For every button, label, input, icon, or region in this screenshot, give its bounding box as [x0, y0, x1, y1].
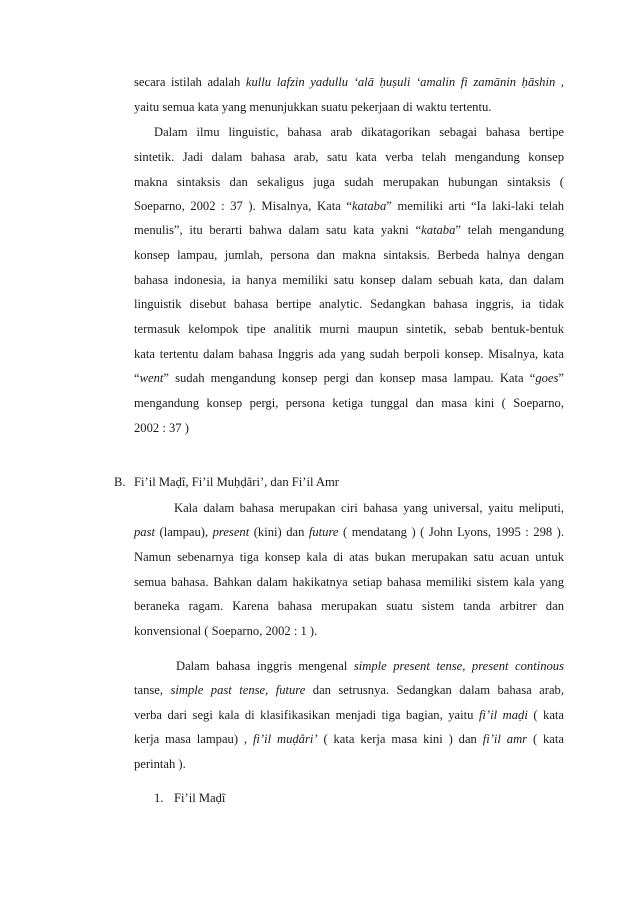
- text-line: Dalam ilmu linguistic, bahasa arab dikatagorikan sebagai bahasa bertipe: [154, 125, 564, 139]
- italic-term: present: [212, 525, 250, 539]
- text-line: tanse, simple past tense, future dan setrusnya. Sedangkan dalam bahasa arab,: [134, 683, 564, 697]
- text-line: kerja masa lampau) , fi’il muḍâri’ ( kata kerja masa kini ) dan fi’il amr ( kata: [134, 732, 564, 746]
- italic-term: goes: [535, 371, 559, 385]
- text-line: makna sintaksis dan sekaligus juga sudah merupakan hubungan sintaksis (: [134, 175, 564, 189]
- subheading-text: Fi’il Maḍî: [174, 791, 226, 805]
- italic-term: future: [308, 525, 339, 539]
- text-line: beraneka ragam. Karena bahasa merupakan suatu sistem tanda arbitrer dan: [134, 599, 564, 613]
- text-line: Kala dalam bahasa merupakan ciri bahasa yang universal, yaitu meliputi,: [174, 501, 564, 515]
- text-line: konsep lampau, jumlah, persona dan makna sintaksis. Berbeda halnya dengan: [134, 248, 564, 262]
- text-line: menulis”, itu berarti bahwa dalam satu kata yakni “kataba” telah mengandung: [134, 223, 564, 237]
- text-line: semua bahasa. Bahkan dalam hakikatnya setiap bahasa memiliki sistem kala yang: [134, 575, 564, 589]
- text-line: verba dari segi kala di klasifikasikan menjadi tiga bagian, yaitu fi’il maḍi ( kata: [134, 708, 565, 722]
- heading-text: Fi’il Maḍî, Fi’il Muḥḍâri’, dan Fi’il Amr: [134, 475, 339, 489]
- heading-label: B.: [114, 475, 126, 489]
- text-line: termasuk kelompok tipe analitik murni maupun sintetik, sebab bentuk-bentuk: [134, 322, 564, 336]
- text-line: bahasa indonesia, ia hanya memiliki satu konsep dalam sebuah kata, dan dalam: [134, 273, 564, 287]
- text-line: Dalam bahasa inggris mengenal simple present tense, present continous: [176, 659, 564, 673]
- italic-term: fi’il maḍi: [478, 708, 528, 722]
- italic-term: past: [134, 525, 155, 539]
- text-line: sintetik. Jadi dalam bahasa arab, satu kata verba telah mengandung konsep: [134, 150, 564, 164]
- text-line: kata tertentu dalam bahasa Inggris ada yang sudah berpoli konsep. Misalnya, kata: [134, 347, 564, 361]
- italic-term: fi’il amr: [482, 732, 528, 746]
- text-line: konvensional ( Soeparno, 2002 : 1 ).: [134, 624, 318, 638]
- italic-term: simple present tense, present continous: [353, 659, 564, 673]
- text-line: 2002 : 37 ): [134, 421, 189, 435]
- italic-term: went: [139, 371, 164, 385]
- text-line: secara istilah adalah kullu lafzin yadullu ‘alā ḥuṣuli ‘amalin fi zamānin ḥāshin ,: [134, 75, 565, 89]
- text-line: mengandung konsep pergi, persona ketiga tunggal dan masa kini ( Soeparno,: [134, 396, 564, 410]
- text-line: “went” sudah mengandung konsep pergi dan konsep masa lampau. Kata “goes”: [134, 371, 564, 385]
- text-line: yaitu semua kata yang menunjukkan suatu pekerjaan di waktu tertentu.: [134, 100, 492, 114]
- text-line: linguistik disebut bahasa bertipe analytic. Sedangkan bahasa inggris, ia tidak: [134, 297, 564, 311]
- subheading-label: 1.: [154, 791, 164, 805]
- italic-term: kataba: [352, 199, 387, 213]
- italic-term: fi’il muḍâri’: [252, 732, 318, 746]
- text-line: Namun sebenarnya tiga konsep kala di atas bukan merupakan satu acuan untuk: [134, 550, 564, 564]
- italic-term: future: [275, 683, 306, 697]
- text-line: perintah ).: [134, 757, 186, 771]
- italic-term: kataba: [421, 223, 456, 237]
- italic-term: kullu lafzin yadullu ‘alā ḥuṣuli ‘amalin fi zamānin ḥāshin: [245, 75, 556, 89]
- text-line: past (lampau), present (kini) dan future ( mendatang ) ( John Lyons, 1995 : 298 ).: [134, 525, 565, 539]
- text-line: Soeparno, 2002 : 37 ). Misalnya, Kata “kataba” memiliki arti “Ia laki-laki telah: [134, 199, 564, 213]
- italic-term: simple past tense,: [170, 683, 269, 697]
